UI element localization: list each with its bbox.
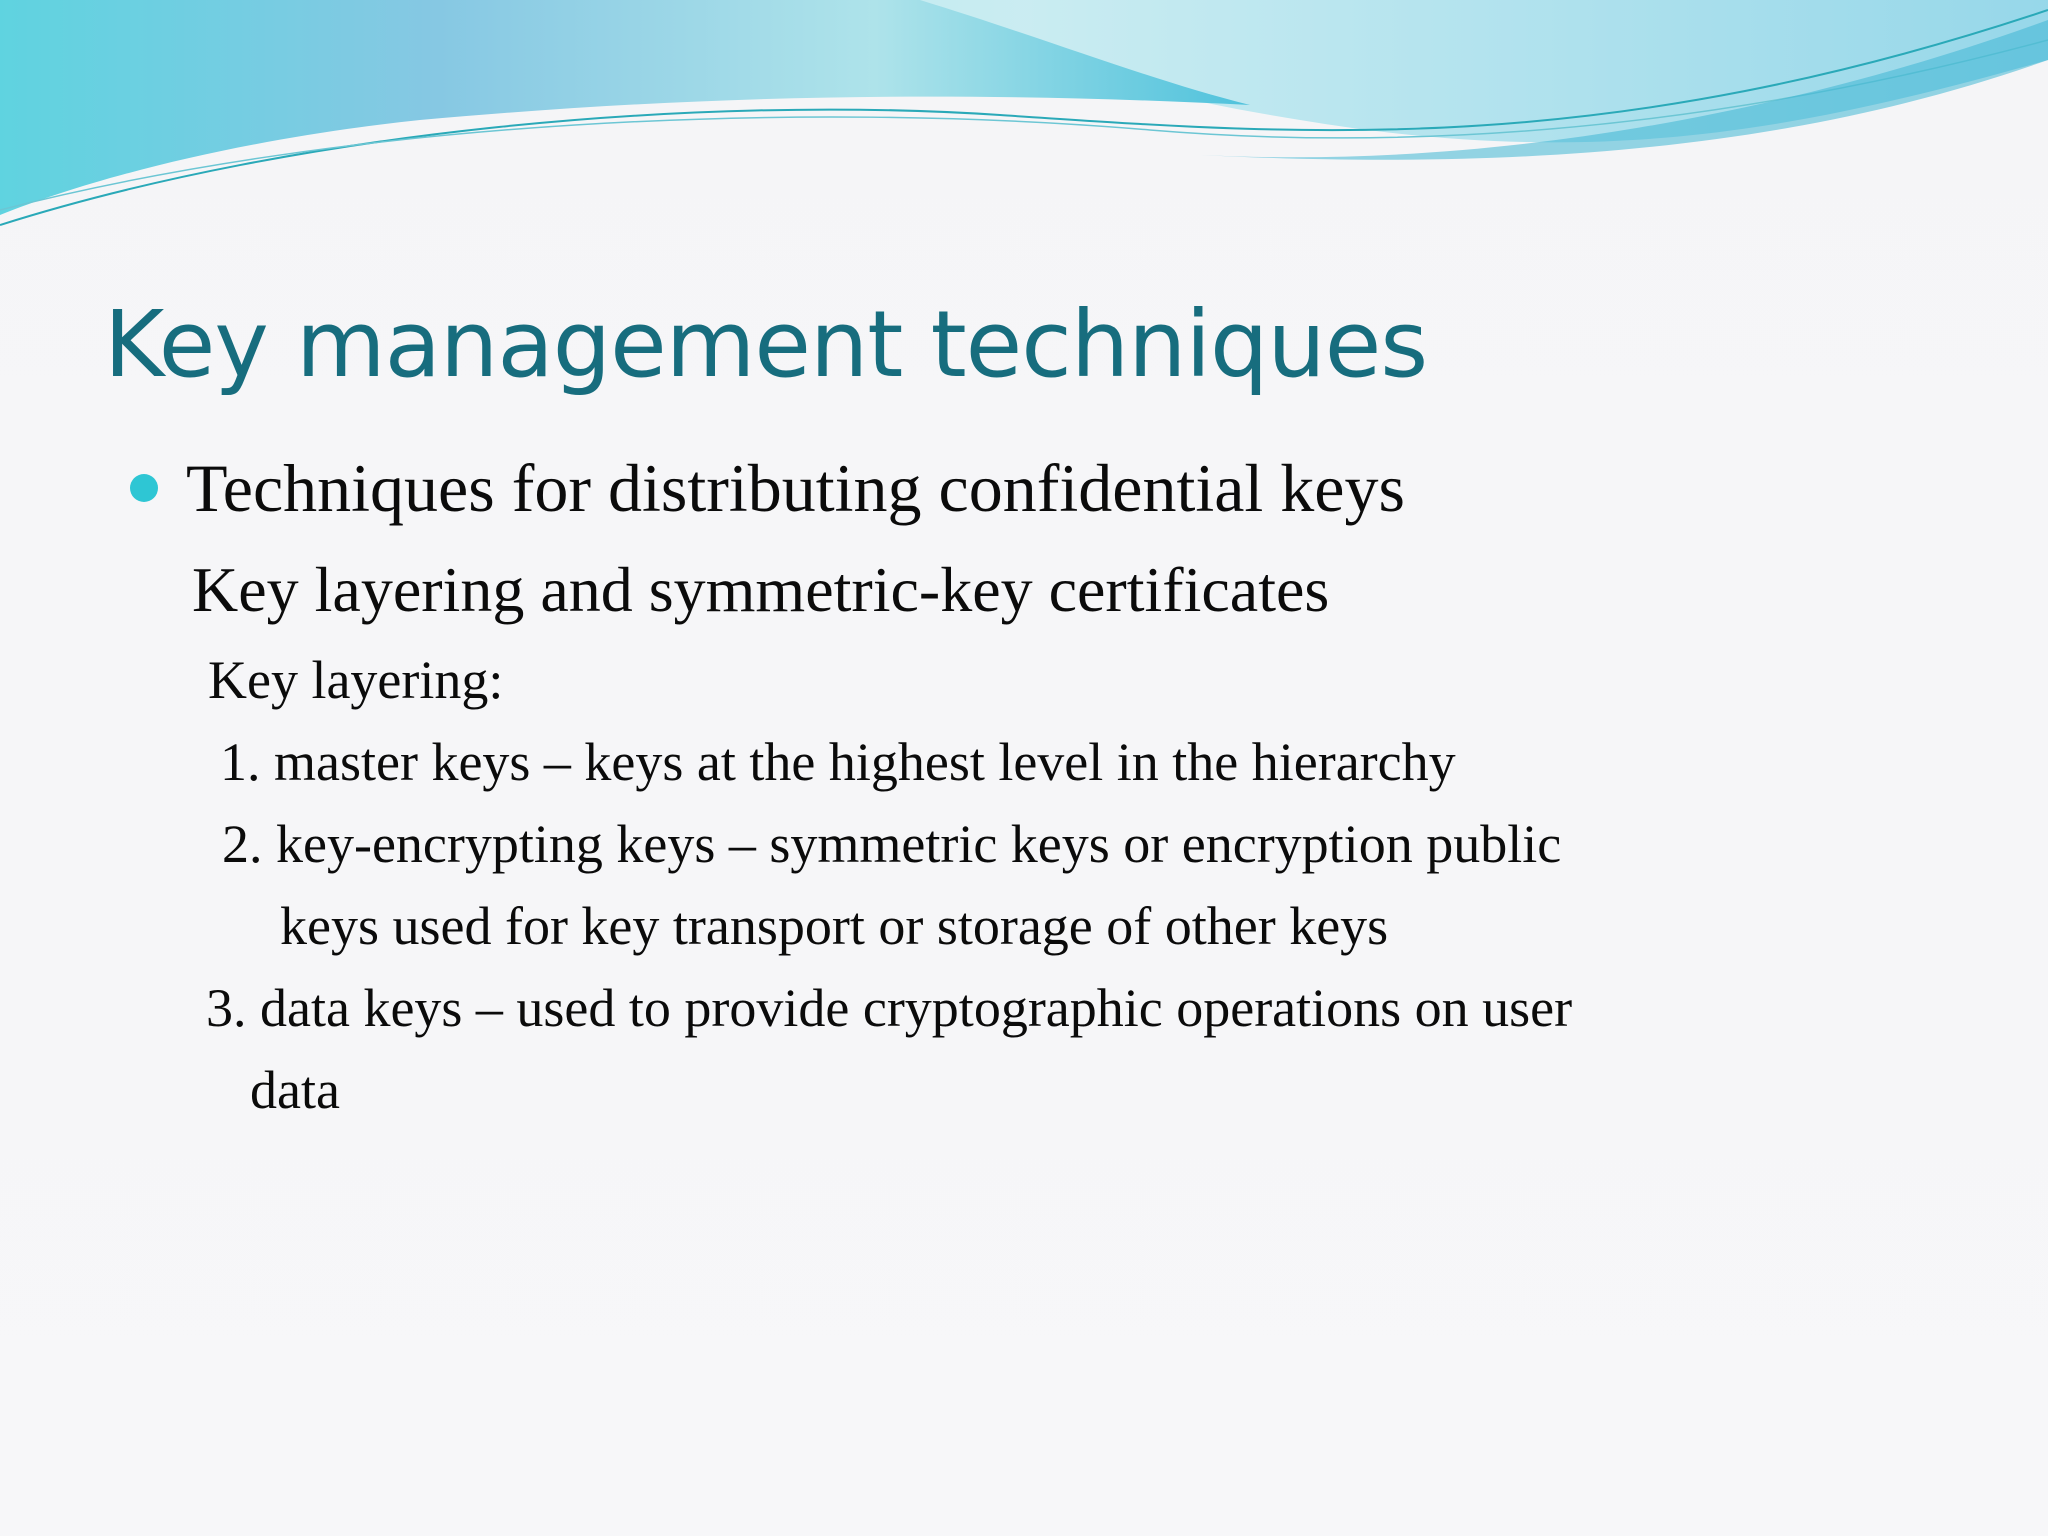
list-item-continuation: keys used for key transport or storage of other keys — [280, 896, 1389, 956]
list-item-continuation: data — [250, 1060, 340, 1120]
header-wave-decoration — [0, 0, 2048, 260]
list-item: 2. key-encrypting keys – symmetric keys or encryption public — [222, 814, 1562, 874]
slide-title: Key management techniques — [104, 291, 1428, 398]
section-label: Key layering: — [208, 650, 504, 710]
list-item: 3. data keys – used to provide cryptographic operations on user — [206, 978, 1573, 1038]
subheading: Key layering and symmetric-key certificates — [192, 554, 1330, 625]
bullet-text: Techniques for distributing confidential keys — [186, 450, 1405, 526]
bullet-icon — [130, 474, 158, 502]
list-item: 1. master keys – keys at the highest level in the hierarchy — [220, 732, 1456, 792]
